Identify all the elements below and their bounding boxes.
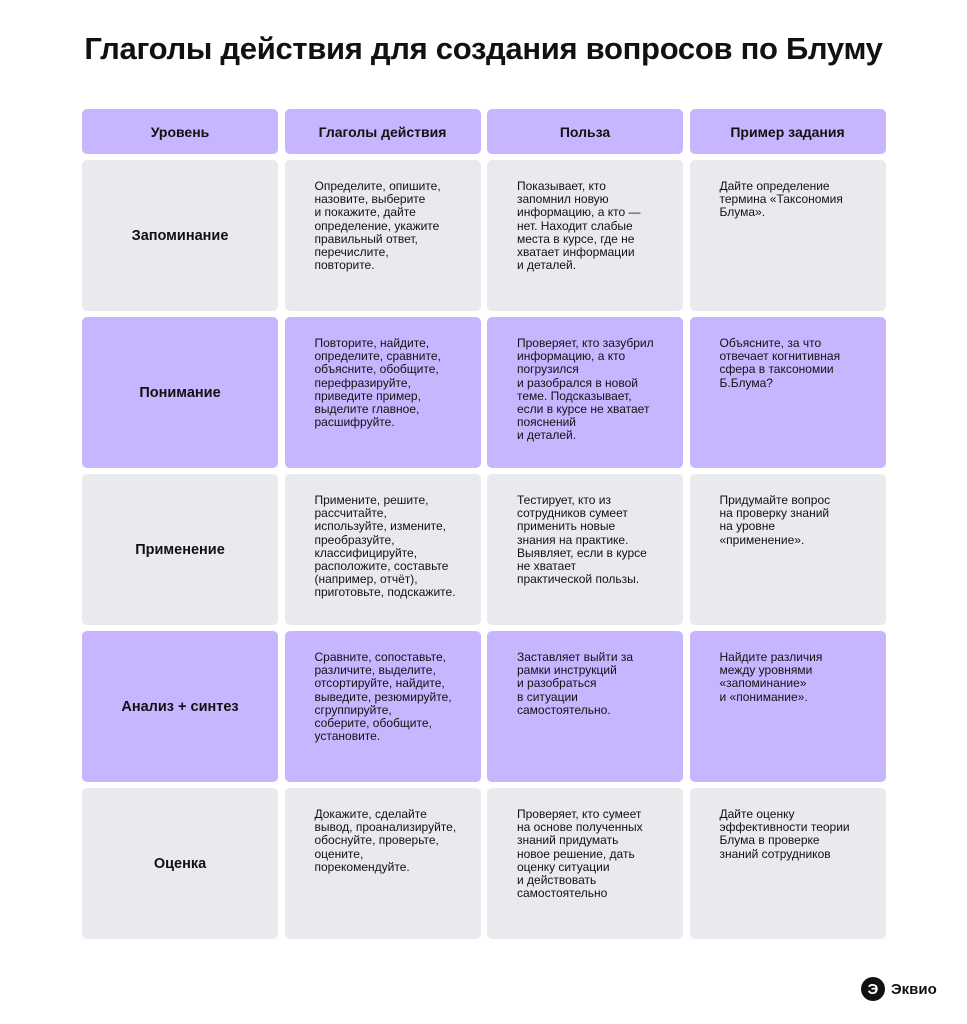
brand-mark-icon: Э [861,977,885,1001]
header-example: Пример задания [690,109,886,154]
page-title: Глаголы действия для создания вопросов по Блуму [84,31,883,66]
level-cell: Оценка [82,788,278,939]
verbs-cell: Сравните, сопоставьте, различите, выделите, отсортируйте, найдите, выведите, резюмируйте, сгруппируйте, соберите, обобщите, установите. [285,631,481,782]
brand-logo [861,977,937,1001]
level-cell: Запоминание [82,160,278,311]
header-benefit: Польза [487,109,683,154]
example-cell: Дайте оценку эффективности теории Блума в проверке знаний сотрудников [690,788,886,939]
example-cell: Придумайте вопрос на проверку знаний на уровне «применение». [690,474,886,625]
example-cell: Дайте определение термина «Таксономия Блума». [690,160,886,311]
level-cell: Анализ + синтез [82,631,278,782]
benefit-cell: Проверяет, кто зазубрил информацию, а кто погрузился и разобрался в новой теме. Подсказывает, если в курсе не хватает пояснений и деталей. [487,317,683,468]
verbs-cell: Повторите, найдите, определите, сравните, объясните, обобщите, перефразируйте, приведите пример, выделите главное, расшифруйте. [285,317,481,468]
brand-name: Эквио [891,980,937,998]
header-verbs: Глаголы действия [285,109,481,154]
benefit-cell: Показывает, кто запомнил новую информацию, а кто — нет. Находит слабые места в курсе, где не хватает информации и деталей. [487,160,683,311]
example-cell: Найдите различия между уровнями «запоминание» и «понимание». [690,631,886,782]
bloom-table [82,109,886,939]
example-cell: Объясните, за что отвечает когнитивная сфера в таксономии Б.Блума? [690,317,886,468]
header-level: Уровень [82,109,278,154]
verbs-cell: Определите, опишите, назовите, выберите и покажите, дайте определение, укажите правильный ответ, перечислите, повторите. [285,160,481,311]
level-cell: Понимание [82,317,278,468]
benefit-cell: Проверяет, кто сумеет на основе полученных знаний придумать новое решение, дать оценку ситуации и действовать самостоятельно [487,788,683,939]
verbs-cell: Докажите, сделайте вывод, проанализируйте, обоснуйте, проверьте, оцените, порекомендуйте. [285,788,481,939]
benefit-cell: Заставляет выйти за рамки инструкций и разобраться в ситуации самостоятельно. [487,631,683,782]
benefit-cell: Тестирует, кто из сотрудников сумеет применить новые знания на практике. Выявляет, если в курсе не хватает практической пользы. [487,474,683,625]
level-cell: Применение [82,474,278,625]
verbs-cell: Примените, решите, рассчитайте, используйте, измените, преобразуйте, классифицируйте, расположите, составьте (например, отчёт), приготовьте, подскажите. [285,474,481,625]
